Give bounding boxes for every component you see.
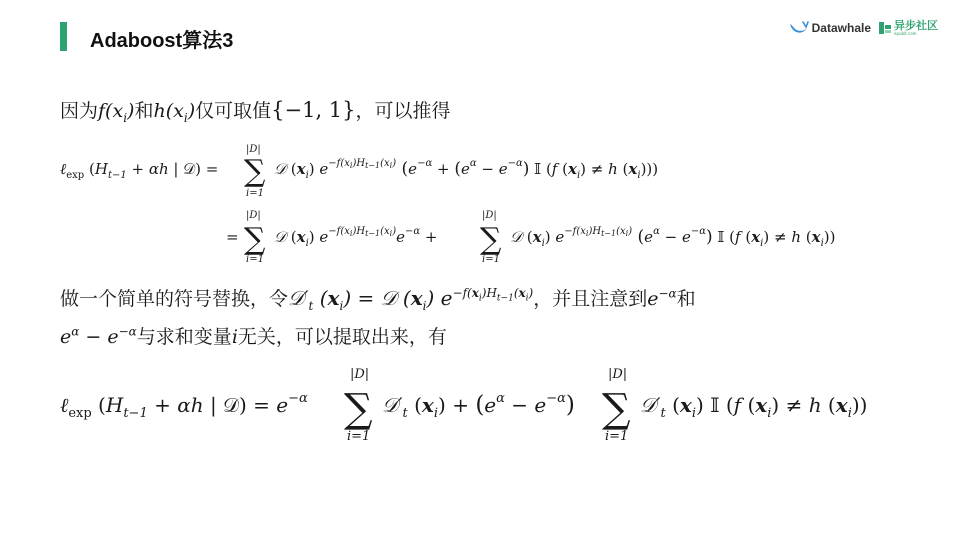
- text-substitution: 做一个简单的符号替换，令: [60, 288, 289, 310]
- svg-text:𝒟 (xi) e−f(xi)Ht−1(xi) (eα −: 𝒟 $(x_i)$ $e^{-f(x}i)Ht-1(xi)$ $(e^\alpha - e^{-\alpha})$ 𝕀 (f $(x_i) \ne h$ $(x_i)$): [510, 226, 836, 249]
- whale-icon: [789, 20, 809, 36]
- text-with-sum-variable: 与求和变量: [136, 326, 232, 348]
- text-only-values: 仅可取值: [195, 100, 272, 122]
- svg-text:|D|: |D|: [350, 367, 370, 382]
- svg-text:𝒟 (xi) e−f(xi)Ht−1(xi) (e−α +: 𝒟 $(x_i)$ $e^{-f(x}i)Ht-1(xi)$ ($e^{-\alpha} + (e^\alpha - e^{-\alpha})$ 𝕀 (f $(x_i) \ne h$ $(x_i)$)): [274, 158, 659, 181]
- svg-text:i=1: i=1: [482, 254, 500, 265]
- svg-text:i=1: i=1: [605, 429, 629, 444]
- text-because: 因为: [60, 100, 99, 122]
- svg-text:∑: ∑: [244, 222, 266, 257]
- datawhale-logo: [789, 20, 871, 36]
- svg-text:𝒟′t (xi) + (eα − e−α): $𝒟'_t$ $(x_i) + (e^\alpha - e^{-\alpha})$: [382, 391, 575, 421]
- title-accent-bar: [60, 22, 67, 51]
- slide-title: Adaboost算法3: [90, 30, 234, 52]
- math-value-set: {−1, 1}: [271, 98, 356, 122]
- svg-text:i=1: i=1: [246, 188, 264, 199]
- math-alpha-difference: $e^\alpha - e^{-\alpha}$: [60, 324, 137, 348]
- math-e-neg-alpha: $e^{-\alpha}$: [647, 286, 677, 310]
- yibu-logo: [878, 20, 938, 36]
- intro-sentence: [60, 96, 451, 125]
- svg-text:|D|: |D|: [246, 210, 261, 221]
- text-can-derive: ，可以推得: [355, 100, 451, 122]
- svg-text:∑: ∑: [344, 386, 373, 432]
- svg-text:|D|: |D|: [608, 367, 628, 382]
- loss-expansion-equation: [60, 138, 910, 268]
- svg-text:i=1: i=1: [347, 429, 371, 444]
- factor-out-sentence: [60, 322, 447, 349]
- yibu-wordmark: 异步社区: [894, 19, 938, 32]
- text-independent: 无关，可以提取出来，有: [237, 326, 447, 348]
- final-loss-equation: [60, 360, 910, 444]
- yibu-subtext: epubit.com: [894, 31, 917, 36]
- svg-text:𝒟 (xi) e−f(xi)Ht−1(xi)e−α +: 𝒟 $(x_i) e^{-f(x}i)Ht-1(xi)e^{-\alpha}$ +: [274, 226, 438, 249]
- math-dprime-definition: $𝒟'_t$ $(x_i)$ = 𝒟 $(x_i)$ $e^{-f(x_i)H_{t-1}(x_i)}$: [288, 286, 534, 313]
- text-and-2: 和: [676, 288, 696, 310]
- svg-text:𝒟′t (xi) 𝕀 (f (xi) ≠ h (xi)): $𝒟'_t$ $(x_i)$ 𝕀 (f $(x_i) \ne h$ $(x_i)$): [640, 393, 868, 421]
- text-note-that: ，并且注意到: [533, 288, 648, 310]
- datawhale-wordmark: Datawhale: [811, 21, 871, 35]
- yibu-mark-icon: [878, 20, 892, 36]
- math-f-xi: $f(x_i)$: [98, 100, 135, 125]
- math-var-i: i: [231, 326, 238, 348]
- svg-text:ℓexp (Ht−1 + αh | 𝒟) =: ℓ$_{exp}$ ($H_{t-1} + \alpha h$ | 𝒟) =: [60, 160, 219, 181]
- math-h-xi: $h(x_i)$: [153, 100, 196, 125]
- svg-text:∑: ∑: [602, 386, 631, 432]
- svg-text:|D|: |D|: [482, 210, 497, 221]
- svg-text:∑: ∑: [480, 222, 502, 257]
- svg-text:=: =: [226, 228, 239, 246]
- logo-area: [789, 20, 938, 36]
- svg-text:|D|: |D|: [246, 144, 261, 155]
- svg-text:ℓexp (Ht−1 + αh | 𝒟) = e−α: ℓ$_{exp}$ ($H_{t-1} + \alpha h$ | 𝒟) = $e^{-\alpha}$: [60, 391, 308, 421]
- text-and: 和: [134, 100, 154, 122]
- substitution-sentence: [60, 284, 696, 313]
- svg-text:∑: ∑: [244, 154, 266, 189]
- svg-text:i=1: i=1: [246, 254, 264, 265]
